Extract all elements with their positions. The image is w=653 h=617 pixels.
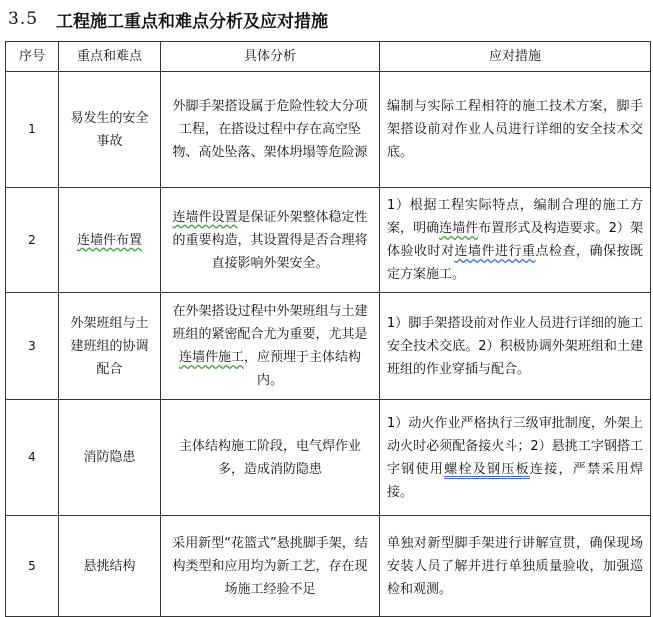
row-analysis: 外脚手架搭设属于危险性较大分项工程，在搭设过程中存在高空坠物、高处坠落、架体坍塌等危险源 [161, 72, 380, 188]
measures-highlight: 连墙件进行重 [454, 244, 536, 259]
row-number: 3 [6, 293, 59, 400]
section-number: 3.5 [8, 9, 39, 29]
row-number: 2 [6, 188, 59, 293]
analysis-text: 是保证外架整体稳定性的重要构造，其设置得是否合理将直接影响外架安全。 [172, 209, 368, 271]
row-number: 4 [6, 400, 59, 516]
analysis-highlight: 连墙件施工 [178, 350, 244, 365]
measures-highlight: 连墙件 [439, 221, 479, 236]
table-row [6, 72, 651, 188]
row-measures: 编制与实际工程相符的施工技术方案，脚手架搭设前对作业人员进行详细的安全技术交底。 [380, 72, 651, 188]
table-row [6, 400, 651, 516]
analysis-highlight: 连墙件设置 [172, 209, 238, 225]
measures-text: 1）动火作业严格执行三级审批制度，外架上动火时必须配备接火斗；2）悬挑工字钢搭工字钢使用 [387, 415, 643, 477]
measures-text: 布置形式及构造要求。2）架体验收时对 [387, 221, 643, 259]
row-number: 1 [6, 72, 59, 188]
row-analysis [161, 188, 380, 293]
measures-text: 点检查，确保按既定方案施工。 [387, 244, 643, 282]
key-difficulty-table [5, 41, 651, 617]
row-number: 5 [6, 516, 59, 617]
header-key: 重点和难点 [59, 42, 161, 72]
row-measures [380, 400, 651, 516]
row-key-point: 易发生的安全事故 [59, 72, 161, 188]
measures-highlight: 螺栓及钢压板 [444, 461, 530, 477]
row-key-point: 悬挑结构 [59, 516, 161, 617]
analysis-text: 在外架搭设过程中外架班组与土建班组的紧密配合尤为重要，尤其是 [172, 304, 368, 342]
measures-text: 连接，严禁采用焊接。 [387, 461, 643, 500]
section-title: 工程施工重点和难点分析及应对措施 [56, 11, 329, 32]
table-row [6, 188, 651, 293]
row-key-point [59, 188, 161, 293]
section-heading [8, 6, 328, 32]
table-row [6, 516, 651, 617]
header-measures: 应对措施 [380, 42, 651, 72]
row-measures: 1）脚手架搭设前对作业人员进行详细的施工安全技术交底。2）积极协调外架班组和土建班组的作业穿插与配合。 [380, 293, 651, 400]
row-analysis [161, 293, 380, 400]
table-header-row [6, 42, 651, 72]
header-analysis: 具体分析 [161, 42, 380, 72]
row-analysis: 主体结构施工阶段，电气焊作业多，造成消防隐患 [161, 400, 380, 516]
row-measures [380, 188, 651, 293]
row-key-text: 连墙件布置 [76, 232, 142, 248]
row-analysis: 采用新型“花篮式”悬挑脚手架，结构类型和应用均为新工艺，存在现场施工经验不足 [161, 516, 380, 617]
table-row [6, 293, 651, 400]
row-key-point: 消防隐患 [59, 400, 161, 516]
row-measures: 单独对新型脚手架进行讲解宣贯，确保现场安装人员了解并进行单独质量验收，加强巡检和观测。 [380, 516, 651, 617]
measures-text: 1）根据工程实际特点，编制合理的施工方案，明确 [387, 198, 643, 236]
row-key-point: 外架班组与土建班组的协调配合 [59, 293, 161, 400]
analysis-text: ，应预埋于主体结构内。 [244, 350, 362, 388]
header-no: 序号 [6, 42, 59, 72]
